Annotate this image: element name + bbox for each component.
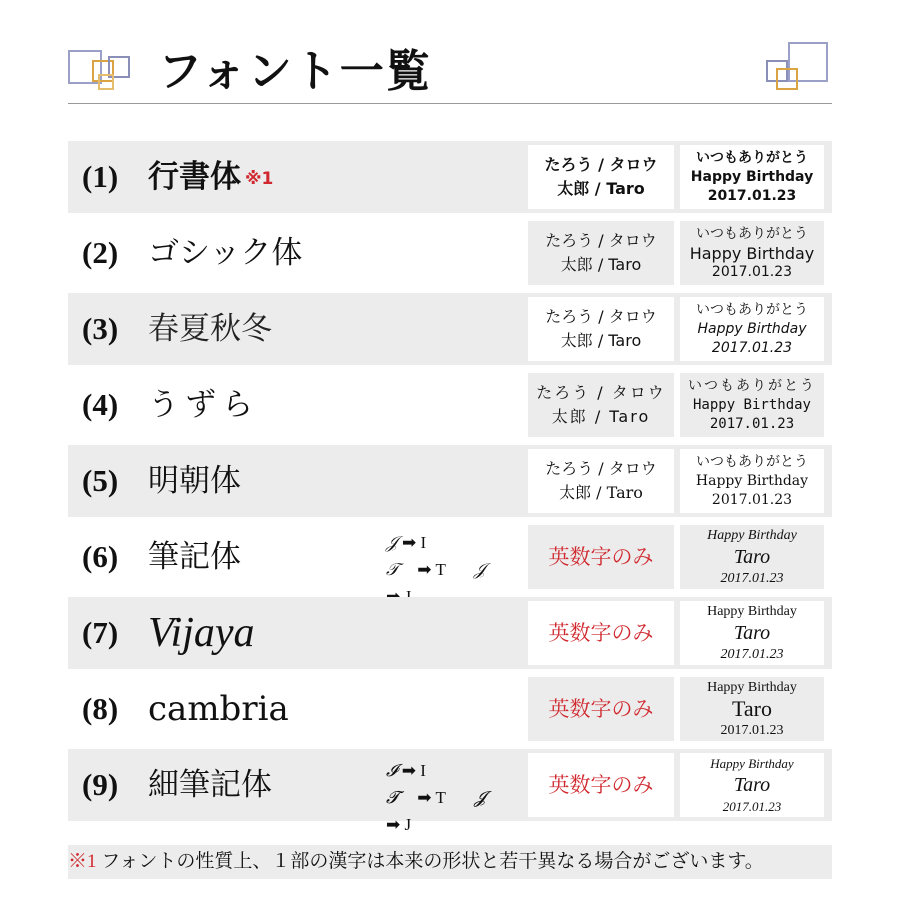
font-row-gyosho [68,141,832,213]
sample-name-box: 英数字のみ [528,753,674,817]
footnote-mark: ※1 [68,851,97,872]
font-name: 行書体 ※1 [148,159,274,195]
decorative-squares-right-icon [762,42,832,96]
page-title: フォント一覧 [158,46,432,97]
row-number: (4) [82,387,119,422]
sample-name-box: たろう / タロウ 太郎 / Taro [528,297,674,361]
font-name: 明朝体 [148,463,241,499]
row-number: (1) [82,159,119,194]
sample-message-box: いつもありがとう Happy Birthday 2017.01.23 [680,145,824,209]
sample-message-box: いつもありがとう Happy Birthday 2017.01.23 [680,449,824,513]
script-glyph-j: 𝒥 [473,560,486,579]
sample-message-box: Happy Birthday Taro 2017.01.23 [680,753,824,817]
font-row-cambria [68,673,832,745]
font-row-uzura [68,369,832,441]
font-row-gothic [68,217,832,289]
row-number: (2) [82,235,119,270]
footnote [68,845,832,879]
decorative-squares-left-icon [68,46,138,96]
plain-glyph-i: I [420,761,426,780]
font-name: 春夏秋冬 [148,311,272,347]
sample-message-box: Happy Birthday Taro 2017.01.23 [680,525,824,589]
font-row-shunka [68,293,832,365]
script-glyph-t: 𝓣 [386,788,400,807]
row-number: (3) [82,311,119,346]
character-mapping: 𝒥 ➡ I 𝒯 ➡ T 𝒥 [386,529,516,610]
sample-name-box: たろう / タロウ 太郎 / Taro [528,449,674,513]
sample-message-box: Happy Birthday Taro 2017.01.23 [680,677,824,741]
font-name: cambria [148,689,289,729]
script-glyph-j: 𝓙 [473,788,486,807]
font-row-hikkitai [68,521,832,593]
script-glyph-i: 𝓘 [386,761,398,780]
plain-glyph-j: J [404,815,412,834]
sample-name-box: たろう / タロウ 太郎 / Taro [528,373,674,437]
sample-message-box: いつもありがとう Happy Birthday 2017.01.23 [680,297,824,361]
row-number: (9) [82,767,119,802]
sample-name-box: 英数字のみ [528,525,674,589]
footnote-text: フォントの性質上、１部の漢字は本来の形状と若干異なる場合がございます。 [96,851,764,872]
row-number: (7) [82,615,119,650]
page-header [68,40,832,104]
plain-glyph-t: T [435,560,446,579]
header-divider [68,103,832,104]
sample-name-box: 英数字のみ [528,601,674,665]
sample-name-box: たろう / タロウ 太郎 / Taro [528,145,674,209]
font-name: ゴシック体 [148,235,303,271]
script-glyph-t: 𝒯 [386,560,400,579]
row-number: (8) [82,691,119,726]
row-number: (6) [82,539,119,574]
font-name: うずら [148,387,259,423]
font-list-table [68,141,832,834]
sample-name-box: たろう / タロウ 太郎 / Taro [528,221,674,285]
note-mark: ※1 [245,168,274,189]
plain-glyph-t: T [435,788,446,807]
sample-message-box: いつもありがとう Happy Birthday 2017.01.23 [680,373,824,437]
character-mapping: 𝓘 ➡ I 𝓣 ➡ T 𝓙 ➡ J [386,761,486,834]
font-row-vijaya [68,597,832,669]
sample-message-box: Happy Birthday Taro 2017.01.23 [680,601,824,665]
plain-glyph-i: I [420,533,427,552]
font-name: Vijaya [148,610,255,656]
script-glyph-i: 𝒥 [386,533,398,552]
font-name: 細筆記体 [148,767,272,803]
sample-name-box: 英数字のみ [528,677,674,741]
row-number: (5) [82,463,119,498]
sample-message-box: いつもありがとう Happy Birthday 2017.01.23 [680,221,824,285]
font-row-mincho [68,445,832,517]
font-row-hosofude [68,749,832,834]
font-name: 筆記体 [148,539,241,575]
